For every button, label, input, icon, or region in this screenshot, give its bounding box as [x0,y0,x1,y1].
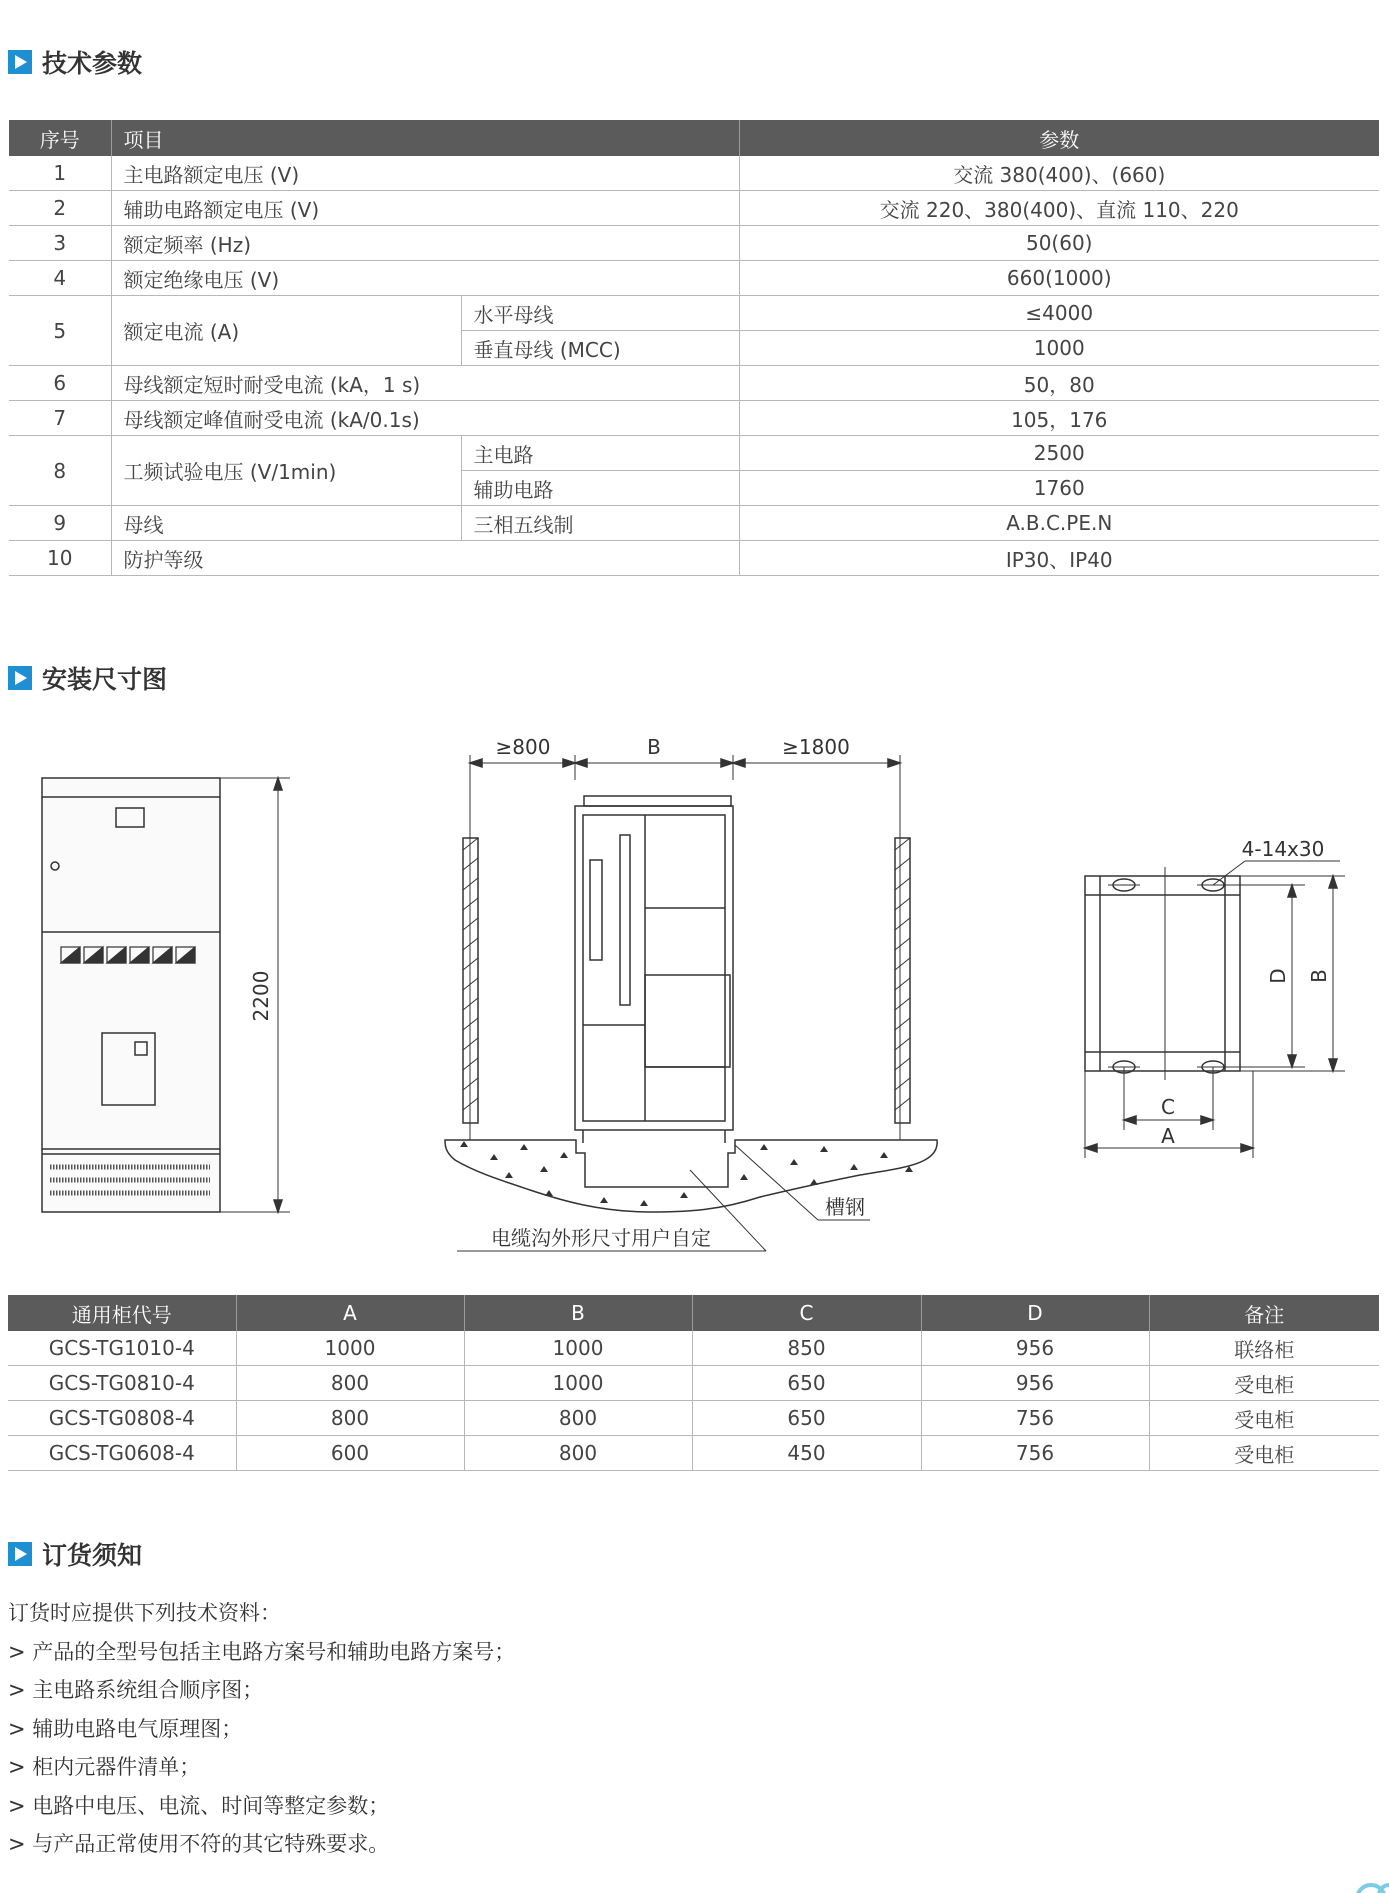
table-row [9,541,1379,576]
table-row [9,261,1379,296]
base-plan-view [1085,861,1345,1158]
section-title-text: 订货须知 [42,1541,143,1570]
row-value: 50，80 [739,366,1379,401]
row-item: 额定电流 (A) [111,296,461,366]
cell-d: 956 [921,1366,1149,1401]
row-item: 额定频率 (Hz) [111,226,739,261]
cell-model: GCS-TG1010-4 [8,1331,236,1366]
row-sub-label: 三相五线制 [461,506,739,541]
row-no: 8 [9,436,111,506]
row-no: 6 [9,366,111,401]
header-b: B [464,1295,692,1331]
row-value: 1000 [739,331,1379,366]
cell-remark: 受电柜 [1149,1366,1379,1401]
row-value: 1760 [739,471,1379,506]
row-item: 工频试验电压 (V/1min) [111,436,461,506]
cell-remark: 联络柜 [1149,1331,1379,1366]
cell-d: 756 [921,1401,1149,1436]
label-dim-d: D [1266,968,1290,984]
cell-c: 450 [692,1436,921,1471]
header-no: 序号 [9,120,111,156]
list-item: > 电路中电压、电流、时间等整定参数； [8,1793,390,1818]
table-row [8,1366,1379,1401]
row-value: 660(1000) [739,261,1379,296]
header-model: 通用柜代号 [8,1295,236,1331]
table-row [9,156,1379,191]
row-value: IP30、IP40 [739,541,1379,576]
row-value: 105，176 [739,401,1379,436]
table-row [9,506,1379,541]
cell-b: 800 [464,1401,692,1436]
row-item: 母线 [111,506,461,541]
installation-diagram [0,725,1389,1260]
section-title-ordering [8,1536,142,1572]
row-value: 交流 380(400)、(660) [739,156,1379,191]
row-sub-label: 水平母线 [461,296,739,331]
list-item: > 柜内元器件清单； [8,1755,201,1779]
table-row [9,296,1379,331]
row-item: 辅助电路额定电压 (V) [111,191,739,226]
header-a: A [236,1295,464,1331]
table-row [9,366,1379,401]
ordering-intro: 订货时应提供下列技术资料： [8,1601,281,1625]
table-row [9,191,1379,226]
label-left-clearance: ≥800 [495,735,551,759]
row-no: 9 [9,506,111,541]
cell-remark: 受电柜 [1149,1401,1379,1436]
label-width-b: B [647,735,661,759]
table-row [9,226,1379,261]
cell-b: 1000 [464,1331,692,1366]
model-table [8,1295,1379,1471]
row-item: 防护等级 [111,541,739,576]
cell-d: 756 [921,1436,1149,1471]
play-marker-icon [8,1542,32,1566]
row-item: 主电路额定电压 (V) [111,156,739,191]
section-title-install-dims [8,660,167,696]
cell-c: 650 [692,1366,921,1401]
row-no: 4 [9,261,111,296]
label-channel-steel: 槽钢 [825,1195,865,1219]
cell-c: 850 [692,1331,921,1366]
cell-a: 800 [236,1366,464,1401]
cell-d: 956 [921,1331,1149,1366]
ordering-notes [8,1594,515,1864]
list-item: > 产品的全型号包括主电路方案号和辅助电路方案号； [8,1639,516,1664]
table-row [9,436,1379,471]
cell-a: 800 [236,1401,464,1436]
row-sub-label: 主电路 [461,436,739,471]
table-row [8,1401,1379,1436]
cabinet-side-view [445,755,937,1251]
corner-ornament-icon [1353,1875,1389,1893]
row-sub-label: 垂直母线 (MCC) [461,331,739,366]
label-dim-b: B [1307,969,1331,983]
section-title-text: 技术参数 [42,49,143,78]
table-row [8,1331,1379,1366]
corner-ornament-svg [1353,1875,1389,1893]
section-title-text: 安装尺寸图 [42,665,168,694]
cell-remark: 受电柜 [1149,1436,1379,1471]
label-cable-trench: 电缆沟外形尺寸用户自定 [491,1226,711,1250]
header-d: D [921,1295,1149,1331]
label-dim-a: A [1161,1124,1175,1148]
row-no: 1 [9,156,111,191]
list-item: > 与产品正常使用不符的其它特殊要求。 [8,1832,390,1856]
section-title-tech-params [8,44,142,80]
cell-model: GCS-TG0810-4 [8,1366,236,1401]
cell-c: 650 [692,1401,921,1436]
list-item: > 主电路系统组合顺序图； [8,1678,264,1702]
header-item: 项目 [111,120,739,156]
play-marker-icon [8,50,32,74]
list-item: > 辅助电路电气原理图； [8,1716,243,1741]
table-header-row [9,120,1379,156]
row-item: 母线额定短时耐受电流 (kA，1 s) [111,366,739,401]
cell-b: 1000 [464,1366,692,1401]
row-no: 7 [9,401,111,436]
row-value: ≤4000 [739,296,1379,331]
table-header-row [8,1295,1379,1331]
label-height: 2200 [249,970,273,1022]
label-right-clearance: ≥1800 [782,735,850,759]
row-no: 5 [9,296,111,366]
header-c: C [692,1295,921,1331]
cell-model: GCS-TG0808-4 [8,1401,236,1436]
row-value: A.B.C.PE.N [739,506,1379,541]
table-row [8,1436,1379,1471]
header-remark: 备注 [1149,1295,1379,1331]
row-value: 50(60) [739,226,1379,261]
row-item: 额定绝缘电压 (V) [111,261,739,296]
cell-a: 600 [236,1436,464,1471]
row-no: 10 [9,541,111,576]
cell-a: 1000 [236,1331,464,1366]
cell-model: GCS-TG0608-4 [8,1436,236,1471]
table-row [9,401,1379,436]
spec-table [9,120,1379,576]
play-marker-icon [8,666,32,690]
row-item: 母线额定峰值耐受电流 (kA/0.1s) [111,401,739,436]
row-no: 3 [9,226,111,261]
row-value: 2500 [739,436,1379,471]
label-dim-c: C [1161,1095,1175,1119]
row-no: 2 [9,191,111,226]
header-value: 参数 [739,120,1379,156]
label-hole-spec: 4-14x30 [1241,837,1325,861]
row-sub-label: 辅助电路 [461,471,739,506]
cell-b: 800 [464,1436,692,1471]
row-value: 交流 220、380(400)、直流 110、220 [739,191,1379,226]
